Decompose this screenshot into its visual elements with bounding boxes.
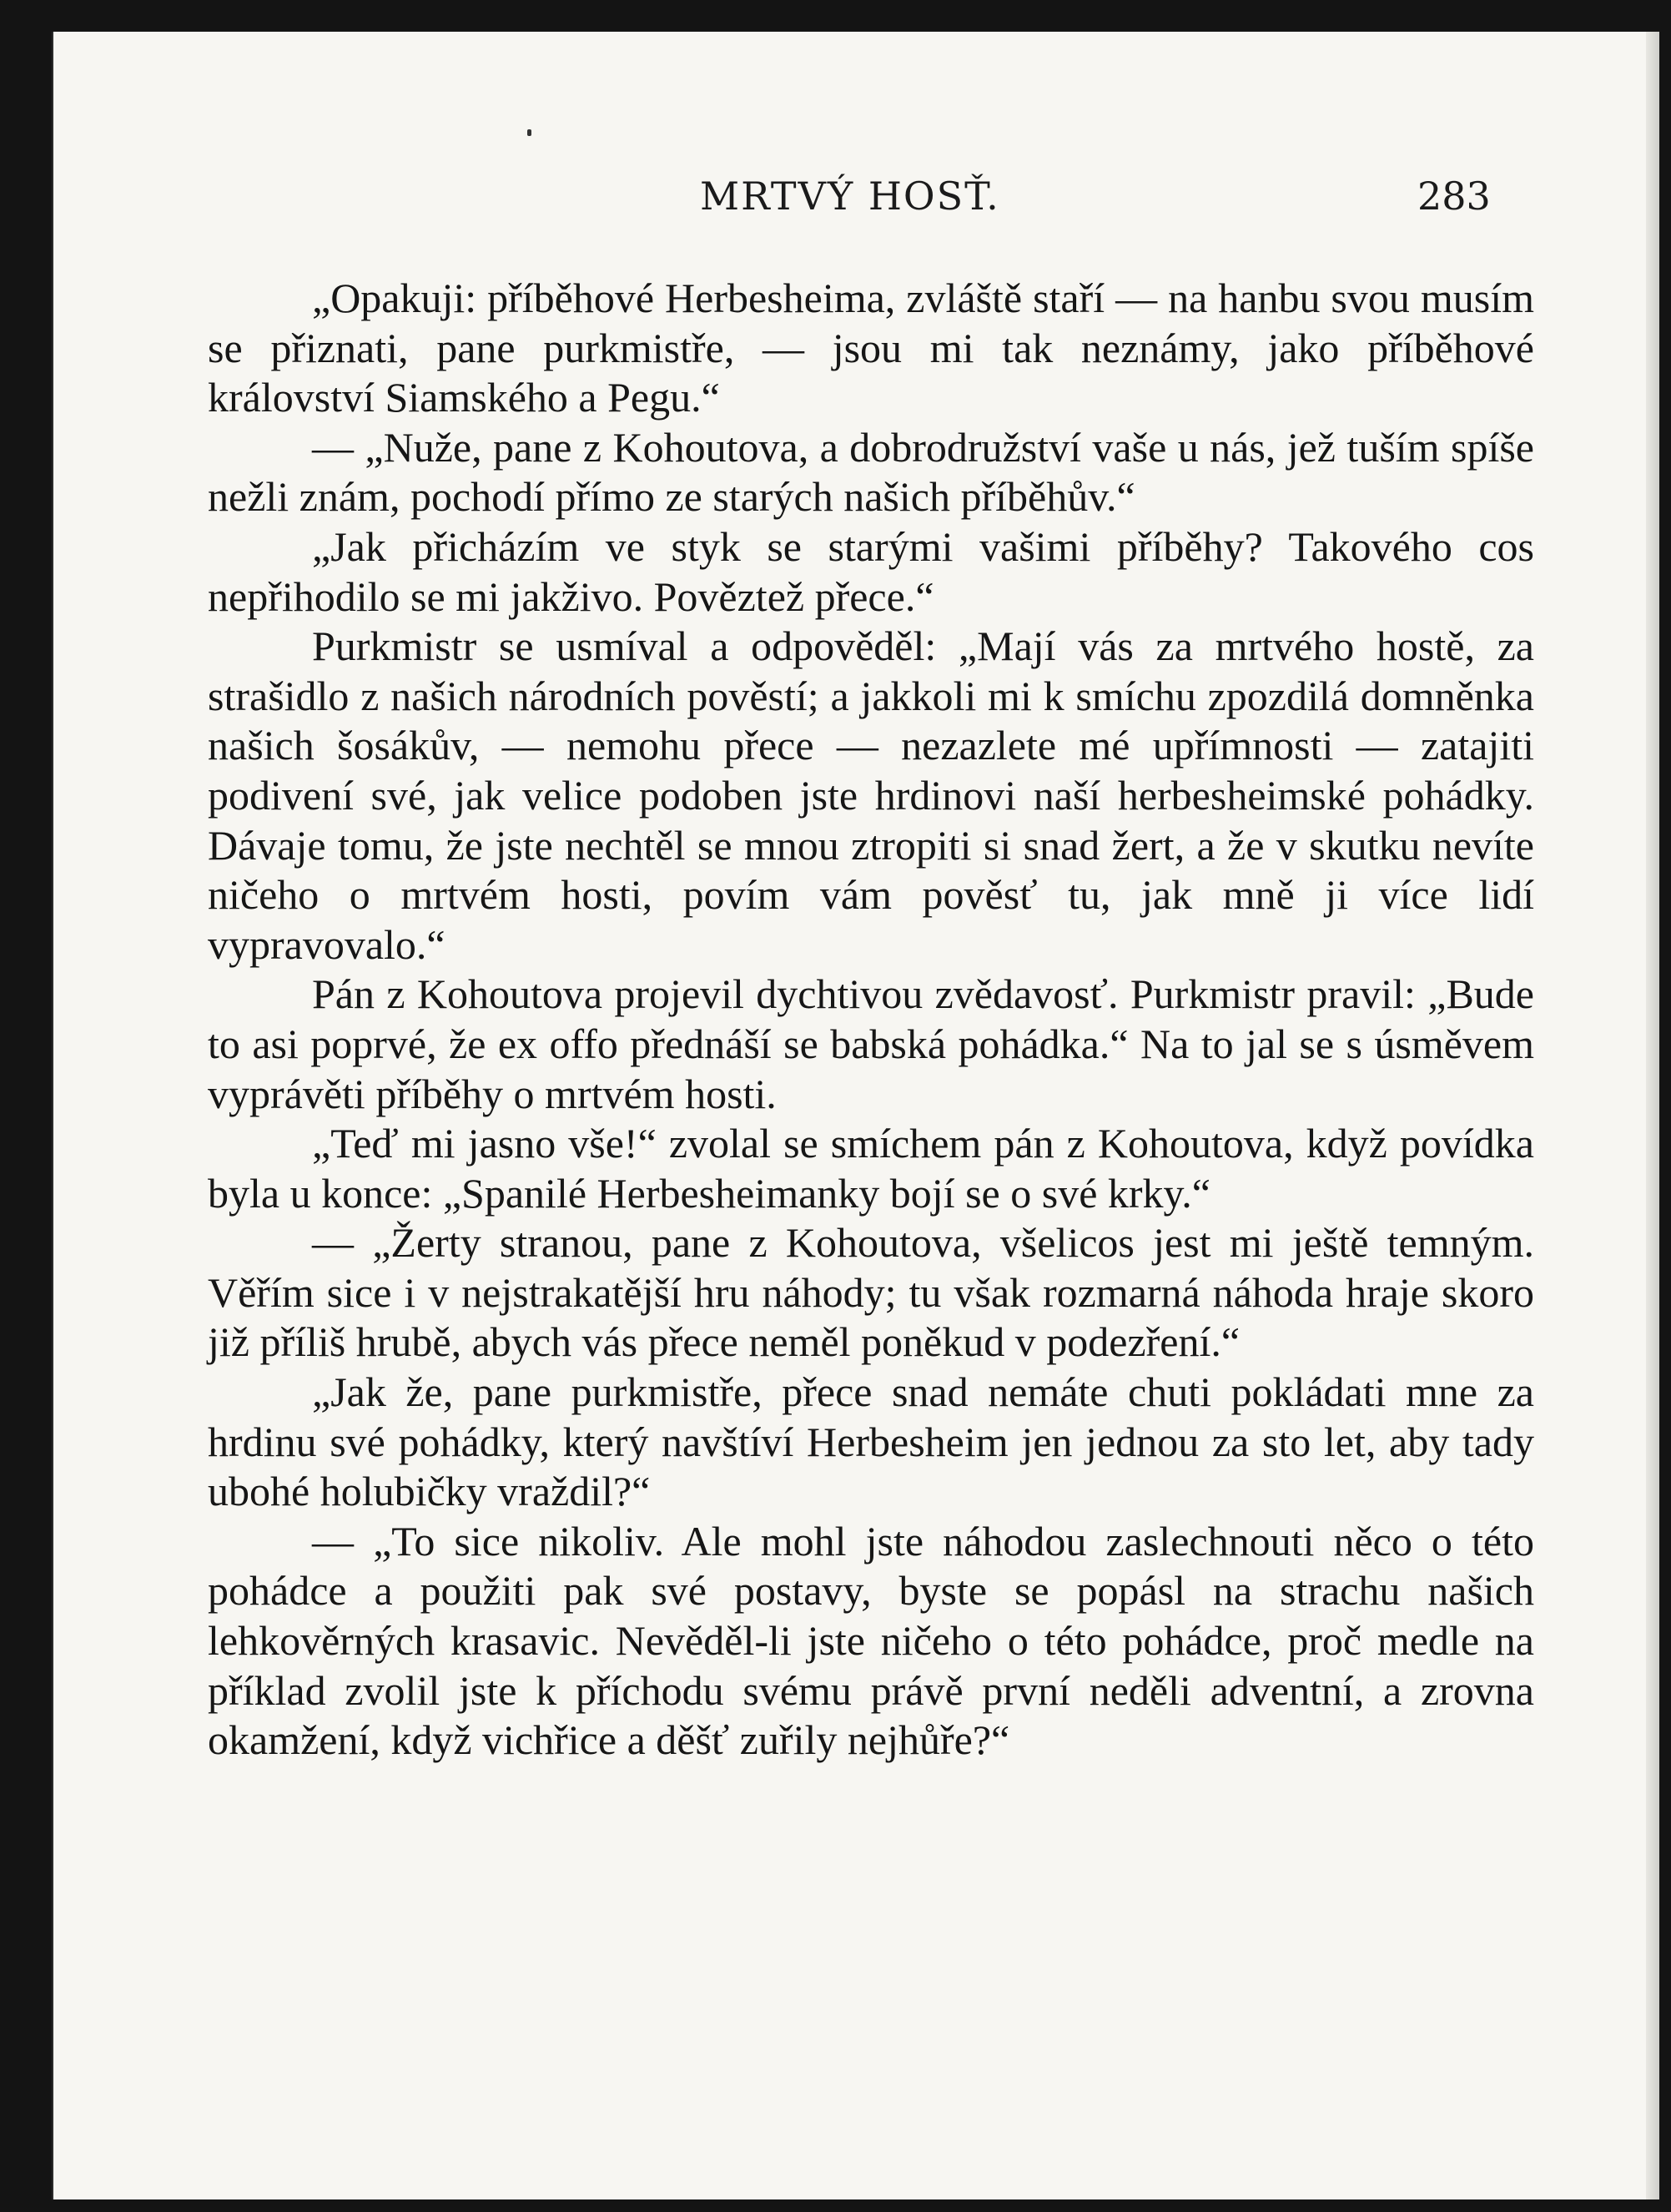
paragraph: — „Nuže, pane z Kohoutova, a dobrodružství vaše u nás, jež tuším spíše nežli znám, pochodí přímo ze starých našich příběhův.“ (208, 423, 1534, 521)
paragraph: — „Žerty stranou, pane z Kohoutova, všelicos jest mi ještě temným. Věřím sice i v nejstrakatější hru náhody; tu však rozmarná náhoda hraje skoro již příliš hrubě, abych vás přece neměl poněkud v podezření.“ (208, 1219, 1534, 1366)
paragraph: „Opakuji: příběhové Herbesheima, zvláště staří — na hanbu svou musím se přiznati, pane purkmistře, — jsou mi tak neznámy, jako příběhové království Siamského a Pegu.“ (208, 275, 1534, 421)
ink-speck (527, 129, 531, 136)
paragraph: Purkmistr se usmíval a odpověděl: „Mají vás za mrtvého hostě, za strašidlo z našich národních pověstí; a jakkoli mi k smíchu zpozdilá domněnka našich šosákův, — nemohu přece — nezazlete mé upřímnosti — zatajiti podivení své, jak velice podoben jste hrdinovi naší herbesheimské pohádky. Dávaje tomu, že jste nechtěl se mnou ztropiti si snad žert, a že v skutku nevíte ničeho o mrtvém hosti, povím vám pověsť tu, jak mně ji více lidí vypravovalo.“ (208, 622, 1534, 968)
paragraph: „Teď mi jasno vše!“ zvolal se smíchem pán z Kohoutova, když povídka byla u konce: „Spanilé Herbesheimanky bojí se o své krky.“ (208, 1120, 1534, 1217)
page-number: 283 (1417, 174, 1491, 219)
paragraph: „Jak že, pane purkmistře, přece snad nemáte chuti pokládati mne za hrdinu své pohádky, který navštíví Herbesheim jen jednou za sto let, aby tady ubohé holubičky vraždil?“ (208, 1368, 1534, 1515)
paragraph: — „To sice nikoliv. Ale mohl jste náhodou zaslechnouti něco o této pohádce a použiti pak své postavy, byste se popásl na strachu našich lehkověrných krasavic. Nevěděl-li jste ničeho o této pohádce, proč medle na příklad zvolil jste k příchodu svému právě první neděli adventní, a zrovna okamžení, když vichřice a děšť zuřily nejhůře?“ (208, 1517, 1534, 1764)
running-header (53, 157, 1659, 224)
body-text (208, 274, 1534, 1766)
book-page (52, 32, 1659, 2199)
page-edge (1646, 32, 1659, 2199)
paragraph: „Jak přicházím ve styk se starými vašimi příběhy? Takového cos nepřihodilo se mi jakživo. Pověztež přece.“ (208, 522, 1534, 620)
running-title: MRTVÝ HOSŤ. (700, 174, 1000, 219)
paragraph: Pán z Kohoutova projevil dychtivou zvědavosť. Purkmistr pravil: „Bude to asi poprvé, že ex offo přednáší se babská pohádka.“ Na to jal se s úsměvem vyprávěti příběhy o mrtvém hosti. (208, 970, 1534, 1117)
